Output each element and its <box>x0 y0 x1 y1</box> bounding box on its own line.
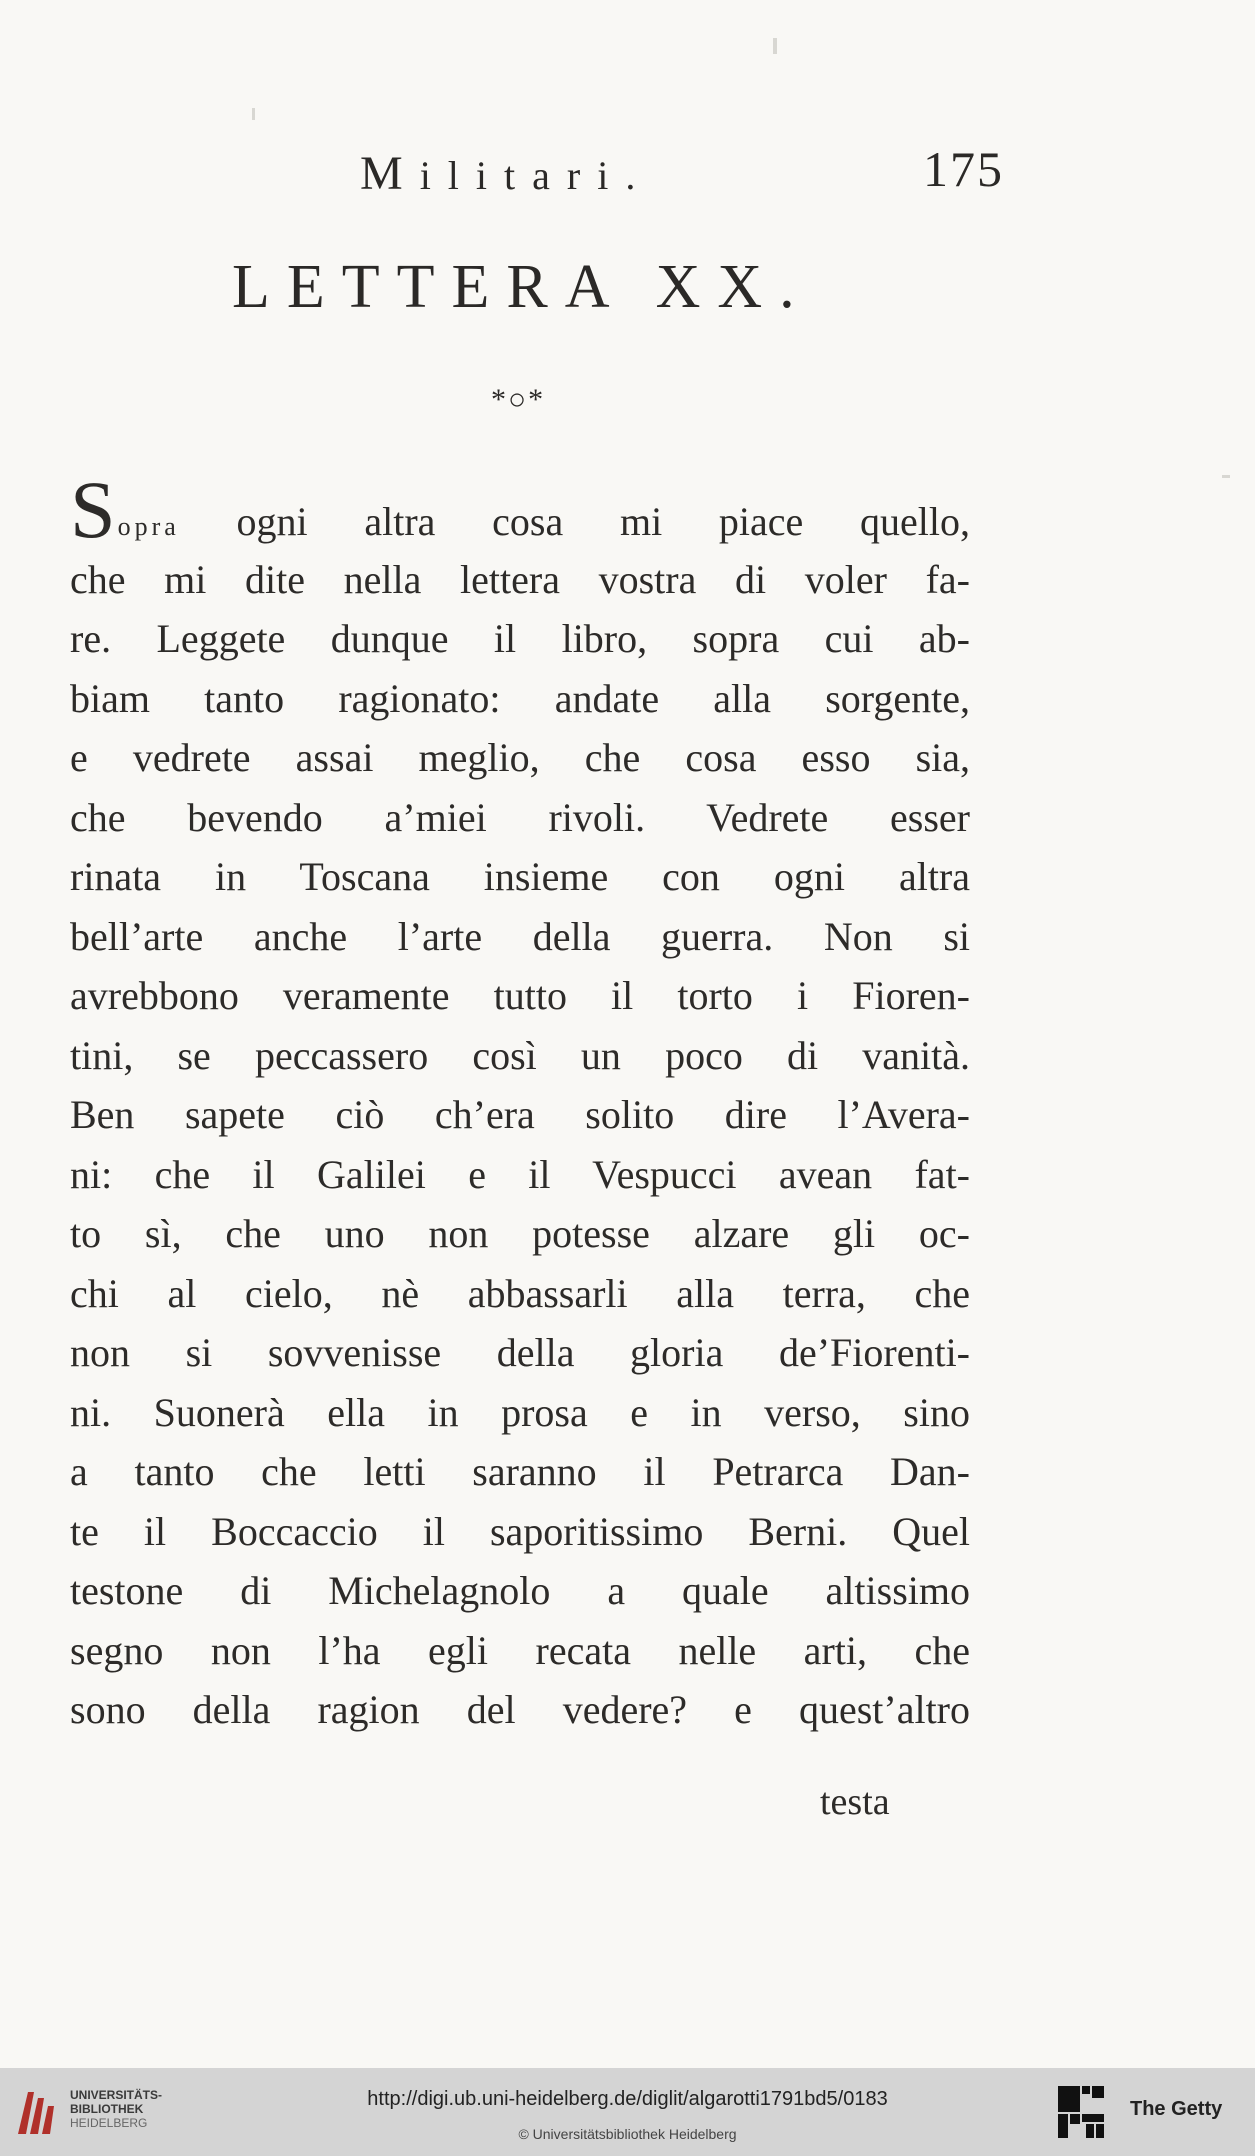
getty-logo-icon <box>1056 2084 1106 2140</box>
drop-cap: S <box>70 464 116 555</box>
institution-line: BIBLIOTHEK <box>70 2102 144 2116</box>
text-line: a tanto che letti saranno il Petrarca Dan- <box>70 1449 970 1494</box>
paper-speck <box>252 108 255 120</box>
ornament-icon: *○* <box>491 383 546 416</box>
footer-bar <box>0 2068 1255 2156</box>
text-line: chi al cielo, nè abbassarli alla terra, che <box>70 1270 970 1316</box>
text-line: te il Boccaccio il saporitissimo Berni. Quel <box>70 1508 970 1554</box>
text-line: Ben sapete ciò ch’era solito dire l’Avera- <box>70 1092 970 1137</box>
permalink-url[interactable]: http://digi.ub.uni-heidelberg.de/diglit/algarotti1791bd5/0183 <box>367 2088 888 2110</box>
text-line: e vedrete assai meglio, che cosa esso sia, <box>70 735 970 780</box>
opening-small-caps: opra <box>117 512 180 541</box>
catchword: testa <box>820 1781 890 1823</box>
text-line: bell’arte anche l’arte della guerra. Non si <box>70 913 970 959</box>
institution-line: UNIVERSITÄTS- <box>70 2088 163 2102</box>
page-number: 175 <box>923 141 1004 197</box>
institution-line: HEIDELBERG <box>70 2116 148 2130</box>
running-head <box>360 146 652 201</box>
letter-title: LETTERA XX. <box>232 253 812 321</box>
body-text <box>70 464 970 1740</box>
text-line: avrebbono veramente tutto il torto i Fioren- <box>70 973 970 1018</box>
text-line: che bevendo a’miei rivoli. Vedrete esser <box>70 794 970 840</box>
text-line: to sì, che uno non potesse alzare gli oc- <box>70 1211 970 1256</box>
text-line: testone di Michelagnolo a quale altissimo <box>70 1568 970 1613</box>
running-head-rest: ilitari. <box>419 153 653 198</box>
text-line <box>70 464 970 555</box>
text-line: ni. Suonerà ella in prosa e in verso, sino <box>70 1389 970 1435</box>
text-line: ni: che il Galilei e il Vespucci avean fat- <box>70 1151 970 1197</box>
text-line: tini, se peccassero così un poco di vanità. <box>70 1032 970 1078</box>
partner-name: The Getty <box>1130 2098 1223 2120</box>
text-line: rinata in Toscana insieme con ogni altra <box>70 854 970 899</box>
text-line: segno non l’ha egli recata nelle arti, che <box>70 1627 970 1673</box>
text-line: che mi dite nella lettera vostra di voler fa- <box>70 556 970 602</box>
copyright-notice: © Universitätsbibliothek Heidelberg <box>518 2126 737 2142</box>
running-head-initial: M <box>360 147 420 200</box>
text-line: non si sovvenisse della gloria de’Fiorenti- <box>70 1330 970 1375</box>
text-line: re. Leggete dunque il libro, sopra cui ab- <box>70 616 970 661</box>
paper-speck <box>1222 475 1230 478</box>
text-line: biam tanto ragionato: andate alla sorgente, <box>70 675 970 721</box>
paper-speck <box>773 38 777 54</box>
text-line: sono della ragion del vedere? e quest’altro <box>70 1687 970 1732</box>
text-line-segment: ogni altra cosa mi piace quello, <box>179 499 970 544</box>
